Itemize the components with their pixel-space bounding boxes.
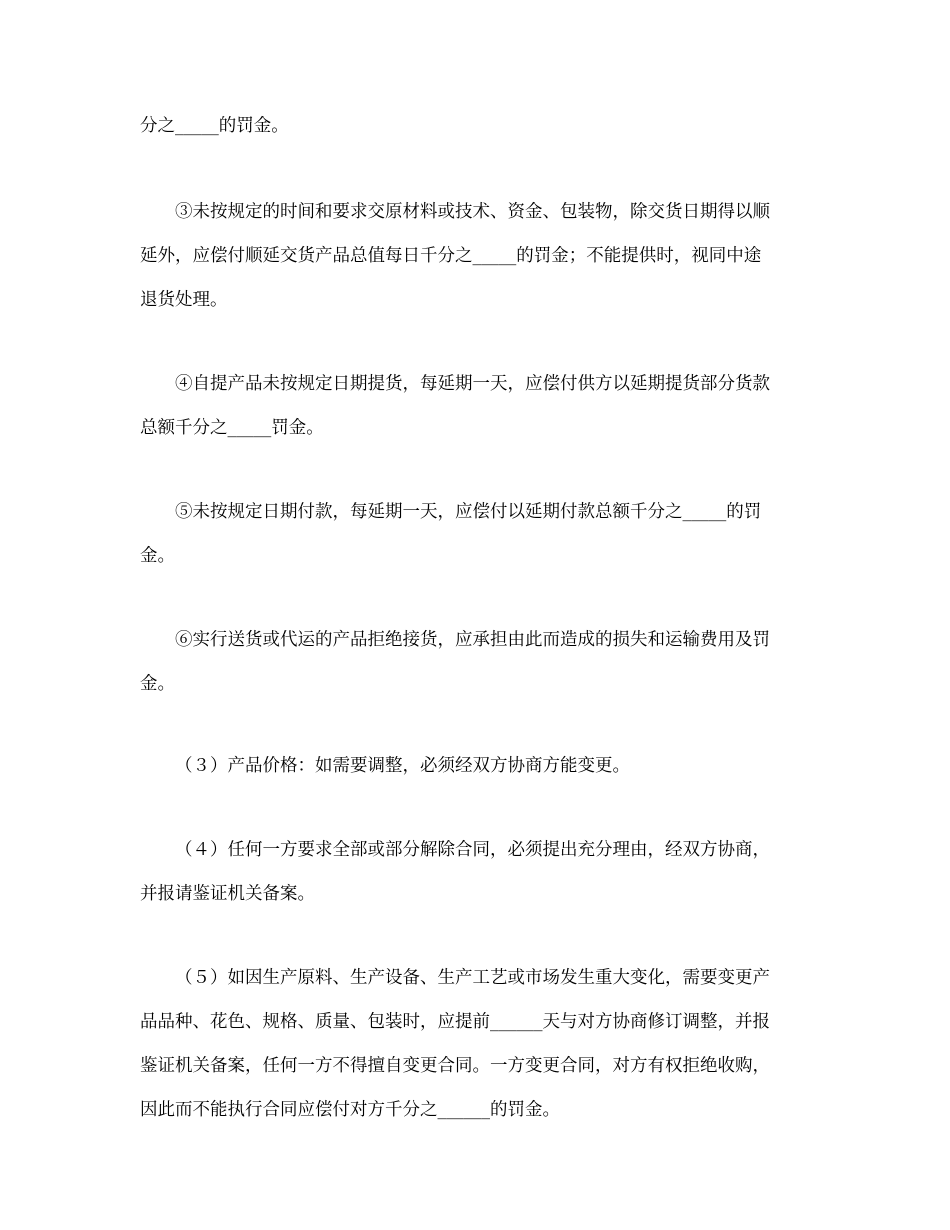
text-line: 因此而不能执行合同应偿付对方千分之______的罚金。	[140, 1100, 560, 1120]
text-line: ④自提产品未按规定日期提货，每延期一天，应偿付供方以延期提货部分货款	[175, 374, 770, 394]
text-line: ⑤未按规定日期付款，每延期一天，应偿付以延期付款总额千分之_____的罚	[175, 502, 762, 522]
text-line: 总额千分之_____罚金。	[140, 418, 324, 438]
paragraph-clause-5-changes	[140, 956, 820, 1132]
text-line: 金。	[140, 674, 175, 694]
paragraph-penalty-continuation	[140, 104, 820, 148]
text-line: （４）任何一方要求全部或部分解除合同，必须提出充分理由，经双方协商，	[175, 840, 770, 860]
text-line: 金。	[140, 546, 175, 566]
text-line: 鉴证机关备案，任何一方不得擅自变更合同。一方变更合同，对方有权拒绝收购，	[140, 1056, 770, 1076]
text-line: 分之_____的罚金。	[140, 116, 289, 136]
text-line: ⑥实行送货或代运的产品拒绝接货，应承担由此而造成的损失和运输费用及罚	[175, 630, 770, 650]
text-line: 品品种、花色、规格、质量、包装时，应提前______天与对方协商修订调整，并报	[140, 1012, 770, 1032]
text-line: 退货处理。	[140, 290, 228, 310]
text-line: （５）如因生产原料、生产设备、生产工艺或市场发生重大变化，需要变更产	[175, 968, 770, 988]
paragraph-item-5	[140, 490, 820, 578]
paragraph-item-4	[140, 362, 820, 450]
text-line: ③未按规定的时间和要求交原材料或技术、资金、包装物，除交货日期得以顺	[175, 202, 770, 222]
paragraph-item-3	[140, 190, 820, 322]
paragraph-clause-4-termination	[140, 828, 820, 916]
paragraph-clause-3-price	[140, 744, 820, 788]
paragraph-item-6	[140, 618, 820, 706]
text-line: （３）产品价格：如需要调整，必须经双方协商方能变更。	[175, 756, 630, 776]
text-line: 延外，应偿付顺延交货产品总值每日千分之_____的罚金；不能提供时，视同中途	[140, 246, 762, 266]
text-line: 并报请鉴证机关备案。	[140, 884, 315, 904]
